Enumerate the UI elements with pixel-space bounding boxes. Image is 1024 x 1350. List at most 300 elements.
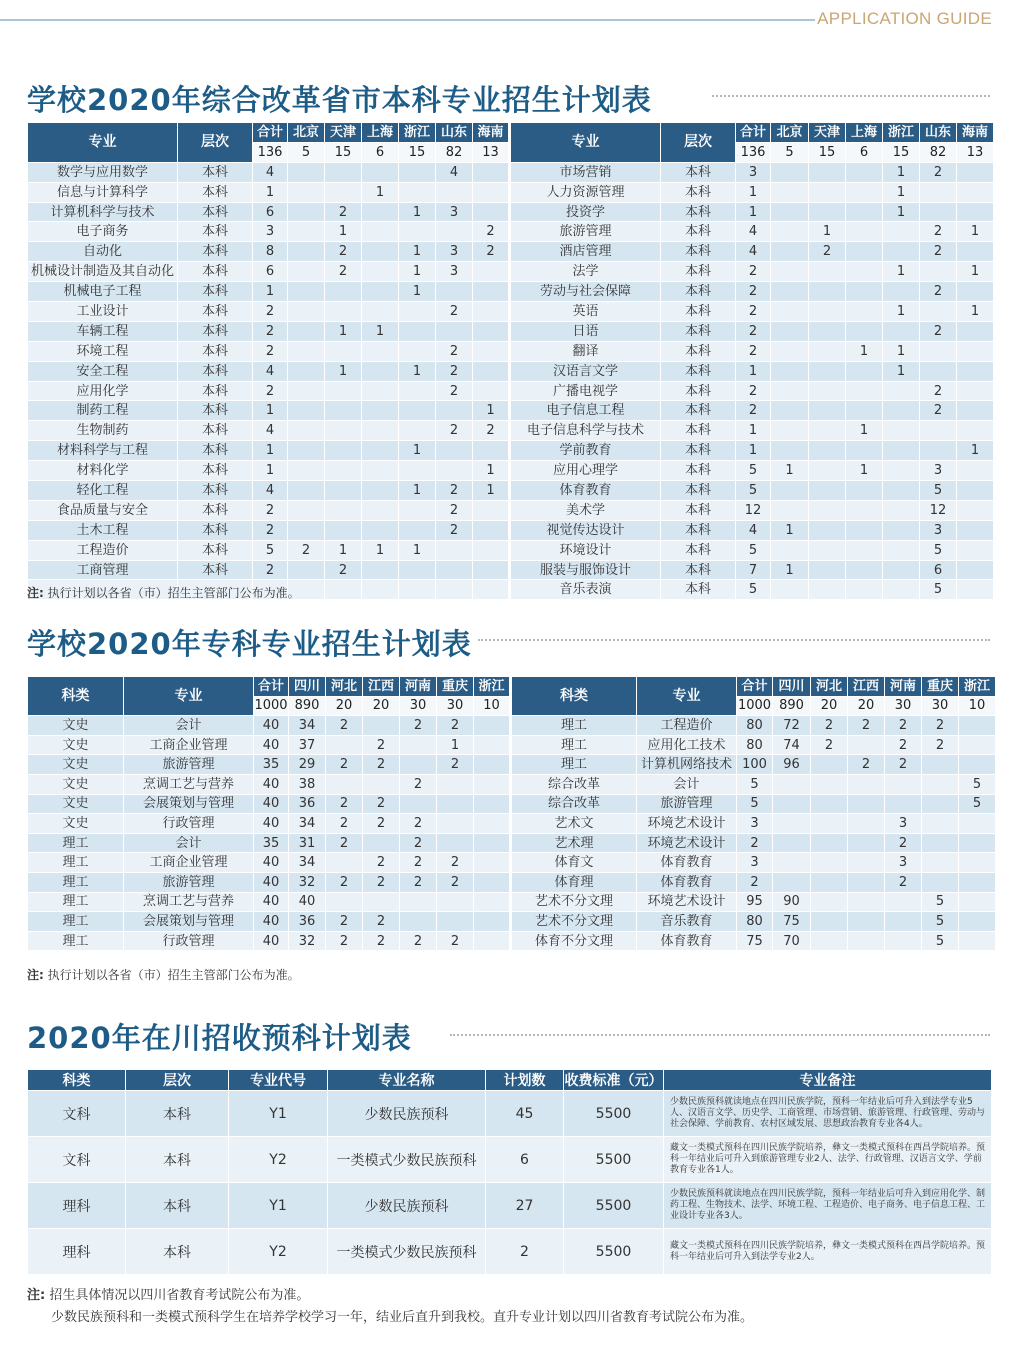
row-label: 综合改革: [512, 774, 637, 794]
table-row: [28, 912, 996, 932]
province-total: 20: [811, 696, 848, 716]
value-cell: [809, 321, 846, 341]
value-cell: [922, 774, 959, 794]
value-cell: 2: [437, 755, 474, 775]
value-cell: 2: [885, 872, 922, 892]
value-cell: [848, 774, 885, 794]
table-row: [28, 441, 994, 461]
value-cell: [920, 421, 957, 441]
value-cell: 少数民族预科: [328, 1091, 486, 1137]
province-total: 15: [809, 142, 846, 162]
value-cell: [957, 461, 994, 481]
value-cell: 3: [436, 202, 473, 222]
province-total: 6: [846, 142, 883, 162]
row-label: 数学与应用数学: [28, 162, 178, 182]
row-label: 行政管理: [124, 931, 254, 951]
row-label: 本科: [178, 202, 253, 222]
row-label: 酒店管理: [511, 242, 661, 262]
row-label: 理工: [512, 735, 637, 755]
row-label: 计算机网络技术: [637, 755, 737, 775]
row-label: 本科: [661, 381, 736, 401]
value-cell: [362, 500, 399, 520]
value-cell: 2: [920, 282, 957, 302]
value-cell: 4: [253, 481, 288, 501]
value-cell: [846, 401, 883, 421]
value-cell: 2: [326, 912, 363, 932]
value-cell: [846, 381, 883, 401]
column-header: 专业代号: [229, 1070, 328, 1091]
value-cell: 1: [957, 441, 994, 461]
value-cell: [959, 755, 996, 775]
value-cell: 1: [362, 182, 399, 202]
value-cell: 本科: [126, 1137, 229, 1183]
row-label: 投资学: [511, 202, 661, 222]
table-row: [28, 1091, 992, 1137]
value-cell: 1: [473, 461, 509, 481]
province-header: 重庆: [922, 677, 959, 697]
value-cell: [362, 242, 399, 262]
value-cell: [436, 222, 473, 242]
value-cell: 2: [920, 381, 957, 401]
value-cell: [773, 794, 811, 814]
value-cell: 2: [736, 341, 771, 361]
row-label: 艺术文: [512, 814, 637, 834]
value-cell: [922, 853, 959, 873]
row-label: 本科: [661, 182, 736, 202]
row-label: 体育教育: [637, 853, 737, 873]
value-cell: [474, 735, 510, 755]
value-cell: [957, 282, 994, 302]
value-cell: [473, 202, 509, 222]
value-cell: [474, 814, 510, 834]
row-label: 旅游管理: [637, 794, 737, 814]
value-cell: 2: [253, 381, 288, 401]
value-cell: [846, 222, 883, 242]
value-cell: [325, 282, 362, 302]
value-cell: 5: [253, 540, 288, 560]
value-cell: [399, 182, 436, 202]
row-label: 本科: [661, 500, 736, 520]
province-header: 浙江: [883, 123, 920, 143]
value-cell: 2: [363, 755, 400, 775]
column-header: 专业: [124, 677, 254, 716]
province-header: 四川: [289, 677, 326, 697]
value-cell: [363, 716, 400, 736]
value-cell: 5: [922, 931, 959, 951]
value-cell: [399, 381, 436, 401]
value-cell: 1: [736, 441, 771, 461]
value-cell: [771, 282, 809, 302]
province-total: 136: [736, 142, 771, 162]
value-cell: [288, 262, 325, 282]
value-cell: [474, 853, 510, 873]
value-cell: [473, 381, 509, 401]
row-label: 日语: [511, 321, 661, 341]
row-label: 烹调工艺与营养: [124, 774, 254, 794]
value-cell: [436, 321, 473, 341]
value-cell: [885, 774, 922, 794]
table-row: [28, 302, 994, 322]
value-cell: [883, 321, 920, 341]
value-cell: [922, 794, 959, 814]
row-label: 本科: [178, 381, 253, 401]
province-total: 20: [363, 696, 400, 716]
value-cell: 5: [736, 580, 771, 600]
value-cell: 34: [289, 716, 326, 736]
value-cell: 文科: [28, 1091, 126, 1137]
province-header: 天津: [325, 123, 362, 143]
column-header: 科类: [28, 677, 124, 716]
value-cell: [771, 441, 809, 461]
value-cell: [809, 560, 846, 580]
value-cell: 2: [437, 872, 474, 892]
value-cell: 2: [736, 262, 771, 282]
value-cell: 1: [325, 222, 362, 242]
value-cell: [846, 520, 883, 540]
value-cell: 2: [253, 341, 288, 361]
section2-title: 学校2020年专科专业招生计划表: [27, 627, 472, 661]
value-cell: 2: [809, 242, 846, 262]
table-row: [28, 341, 994, 361]
value-cell: [362, 441, 399, 461]
row-label: 本科: [661, 520, 736, 540]
value-cell: 31: [289, 833, 326, 853]
value-cell: 5: [736, 481, 771, 501]
row-label: 理工: [28, 872, 124, 892]
table-row: [28, 833, 996, 853]
row-label: 文史: [28, 794, 124, 814]
row-label: 学前教育: [511, 441, 661, 461]
province-total: 1000: [254, 696, 289, 716]
value-cell: [883, 481, 920, 501]
value-cell: 1: [399, 441, 436, 461]
province-header: 江西: [363, 677, 400, 697]
row-label: 文史: [28, 774, 124, 794]
value-cell: 1: [883, 162, 920, 182]
value-cell: [809, 421, 846, 441]
table-row: [28, 321, 994, 341]
table-row: [28, 540, 994, 560]
value-cell: [362, 262, 399, 282]
value-cell: [809, 341, 846, 361]
value-cell: [399, 321, 436, 341]
province-header: 海南: [473, 123, 509, 143]
value-cell: [771, 262, 809, 282]
remark-cell: 少数民族预科就读地点在四川民族学院，预科一年结业后可升入到应用化学、制药工程、生物技术、法学、环境工程、工程造价、电子商务、电子信息工程、工业设计专业各3人。: [664, 1183, 992, 1229]
header-rule: [0, 19, 815, 21]
value-cell: [846, 500, 883, 520]
value-cell: 40: [254, 794, 289, 814]
row-label: 综合改革: [512, 794, 637, 814]
value-cell: 2: [437, 931, 474, 951]
value-cell: [399, 302, 436, 322]
value-cell: [473, 282, 509, 302]
value-cell: [399, 421, 436, 441]
value-cell: 4: [253, 421, 288, 441]
value-cell: 2: [736, 381, 771, 401]
value-cell: [473, 182, 509, 202]
value-cell: 2: [325, 560, 362, 580]
value-cell: 90: [773, 892, 811, 912]
value-cell: [400, 735, 437, 755]
value-cell: [848, 912, 885, 932]
value-cell: [325, 401, 362, 421]
value-cell: Y2: [229, 1229, 328, 1275]
province-total: 13: [473, 142, 509, 162]
value-cell: 72: [773, 716, 811, 736]
province-header: 浙江: [474, 677, 510, 697]
header-row: [28, 123, 994, 143]
value-cell: 2: [363, 872, 400, 892]
header-row: [28, 677, 996, 697]
row-label: 本科: [178, 481, 253, 501]
row-label: 艺术理: [512, 833, 637, 853]
value-cell: [885, 912, 922, 932]
value-cell: 1: [399, 361, 436, 381]
row-label: 环境艺术设计: [637, 833, 737, 853]
value-cell: 2: [253, 560, 288, 580]
province-total: 20: [326, 696, 363, 716]
value-cell: [811, 892, 848, 912]
value-cell: [920, 302, 957, 322]
row-label: 本科: [178, 162, 253, 182]
row-label: 旅游管理: [124, 755, 254, 775]
value-cell: 2: [363, 853, 400, 873]
value-cell: 2: [436, 500, 473, 520]
value-cell: 2: [363, 912, 400, 932]
value-cell: 1: [736, 182, 771, 202]
value-cell: [288, 282, 325, 302]
value-cell: [846, 262, 883, 282]
value-cell: 1: [399, 481, 436, 501]
row-label: 应用化工技术: [637, 735, 737, 755]
value-cell: 35: [254, 833, 289, 853]
value-cell: [959, 833, 996, 853]
row-label: 轻化工程: [28, 481, 178, 501]
value-cell: [846, 242, 883, 262]
value-cell: 2: [486, 1229, 564, 1275]
province-header: 海南: [957, 123, 994, 143]
row-label: 艺术不分文理: [512, 912, 637, 932]
value-cell: [288, 222, 325, 242]
value-cell: [957, 520, 994, 540]
value-cell: [771, 222, 809, 242]
value-cell: 3: [920, 461, 957, 481]
value-cell: [959, 716, 996, 736]
value-cell: [848, 833, 885, 853]
value-cell: 2: [473, 222, 509, 242]
row-label: 理工: [28, 912, 124, 932]
row-label: 体育理: [512, 872, 637, 892]
value-cell: [809, 540, 846, 560]
province-header: 浙江: [399, 123, 436, 143]
value-cell: [474, 716, 510, 736]
table-row: [28, 755, 996, 775]
remark-cell: 藏文一类模式预科在四川民族学院培养，彝文一类模式预科在西昌学院培养。预科一年结业后可升入到法学专业2人。: [664, 1229, 992, 1275]
row-label: 行政管理: [124, 814, 254, 834]
table-row: [28, 853, 996, 873]
row-label: 音乐教育: [637, 912, 737, 932]
value-cell: 5: [922, 892, 959, 912]
row-label: 本科: [661, 421, 736, 441]
value-cell: 6: [253, 202, 288, 222]
value-cell: 35: [254, 755, 289, 775]
value-cell: 本科: [126, 1229, 229, 1275]
value-cell: 5500: [564, 1229, 664, 1275]
province-total: 890: [289, 696, 326, 716]
column-header: 专业: [511, 123, 661, 163]
value-cell: 4: [436, 162, 473, 182]
province-total: 1000: [737, 696, 773, 716]
value-cell: [399, 162, 436, 182]
value-cell: [288, 202, 325, 222]
value-cell: 2: [885, 735, 922, 755]
row-label: 本科: [178, 361, 253, 381]
value-cell: [288, 461, 325, 481]
value-cell: 2: [436, 341, 473, 361]
section3-note1: [27, 1284, 309, 1303]
value-cell: 一类模式少数民族预科: [328, 1137, 486, 1183]
table-row: [28, 162, 994, 182]
value-cell: 45: [486, 1091, 564, 1137]
value-cell: [883, 520, 920, 540]
value-cell: [399, 560, 436, 580]
row-label: 本科: [661, 202, 736, 222]
row-label: 自动化: [28, 242, 178, 262]
row-label: 体育教育: [637, 872, 737, 892]
value-cell: 2: [920, 401, 957, 421]
value-cell: 2: [400, 814, 437, 834]
table-row: [28, 361, 994, 381]
value-cell: [399, 500, 436, 520]
value-cell: [846, 481, 883, 501]
value-cell: [811, 931, 848, 951]
value-cell: 40: [254, 912, 289, 932]
value-cell: 100: [737, 755, 773, 775]
value-cell: [288, 441, 325, 461]
value-cell: 1: [883, 202, 920, 222]
table-row: [28, 1183, 992, 1229]
row-label: 本科: [178, 282, 253, 302]
value-cell: [436, 540, 473, 560]
province-header: 上海: [362, 123, 399, 143]
row-label: 本科: [178, 421, 253, 441]
value-cell: [920, 341, 957, 361]
value-cell: [848, 872, 885, 892]
value-cell: 1: [399, 242, 436, 262]
value-cell: [288, 421, 325, 441]
row-label: 本科: [661, 580, 736, 600]
province-header: 合计: [254, 677, 289, 697]
value-cell: 2: [473, 242, 509, 262]
value-cell: [325, 441, 362, 461]
value-cell: [846, 441, 883, 461]
column-header: 层次: [126, 1070, 229, 1091]
value-cell: [771, 361, 809, 381]
province-total: 82: [436, 142, 473, 162]
value-cell: [399, 341, 436, 361]
row-label: 环境设计: [511, 540, 661, 560]
value-cell: 2: [922, 735, 959, 755]
row-label: 会展策划与管理: [124, 794, 254, 814]
province-total: 6: [362, 142, 399, 162]
value-cell: 70: [773, 931, 811, 951]
value-cell: 1: [883, 341, 920, 361]
row-label: 本科: [661, 560, 736, 580]
value-cell: 7: [736, 560, 771, 580]
value-cell: [326, 853, 363, 873]
value-cell: [325, 182, 362, 202]
value-cell: 2: [325, 262, 362, 282]
note-text: 招生具体情况以四川省教育考试院公布为准。: [49, 1288, 310, 1303]
row-label: 工商企业管理: [124, 735, 254, 755]
row-label: 视觉传达设计: [511, 520, 661, 540]
table-row: [28, 560, 994, 580]
value-cell: [473, 321, 509, 341]
row-label: 本科: [661, 441, 736, 461]
value-cell: [811, 912, 848, 932]
table-row: [28, 931, 996, 951]
row-label: 本科: [178, 302, 253, 322]
value-cell: [883, 580, 920, 600]
province-total: 30: [437, 696, 474, 716]
value-cell: 3: [920, 520, 957, 540]
section1-dotline: [712, 95, 990, 97]
value-cell: 1: [846, 421, 883, 441]
value-cell: 75: [773, 912, 811, 932]
value-cell: [957, 242, 994, 262]
value-cell: [883, 401, 920, 421]
value-cell: 1: [253, 461, 288, 481]
value-cell: [920, 182, 957, 202]
value-cell: [437, 814, 474, 834]
value-cell: 95: [737, 892, 773, 912]
value-cell: [436, 182, 473, 202]
value-cell: [959, 814, 996, 834]
value-cell: [846, 560, 883, 580]
value-cell: [399, 520, 436, 540]
value-cell: 2: [885, 755, 922, 775]
row-label: 本科: [178, 401, 253, 421]
value-cell: [773, 872, 811, 892]
value-cell: 一类模式少数民族预科: [328, 1229, 486, 1275]
value-cell: [362, 520, 399, 540]
value-cell: 40: [254, 853, 289, 873]
value-cell: 5500: [564, 1137, 664, 1183]
province-total: 15: [399, 142, 436, 162]
value-cell: [473, 341, 509, 361]
value-cell: 2: [811, 735, 848, 755]
column-header: 层次: [661, 123, 736, 163]
value-cell: [325, 341, 362, 361]
value-cell: 2: [253, 321, 288, 341]
row-label: 文史: [28, 716, 124, 736]
value-cell: 3: [436, 242, 473, 262]
value-cell: 1: [437, 735, 474, 755]
row-label: 本科: [661, 262, 736, 282]
value-cell: [809, 461, 846, 481]
value-cell: 1: [473, 481, 509, 501]
value-cell: 2: [400, 716, 437, 736]
value-cell: 96: [773, 755, 811, 775]
value-cell: [288, 520, 325, 540]
value-cell: [957, 162, 994, 182]
value-cell: 1: [883, 182, 920, 202]
column-header: 计划数: [486, 1070, 564, 1091]
value-cell: 2: [736, 302, 771, 322]
value-cell: [885, 892, 922, 912]
value-cell: 3: [253, 222, 288, 242]
